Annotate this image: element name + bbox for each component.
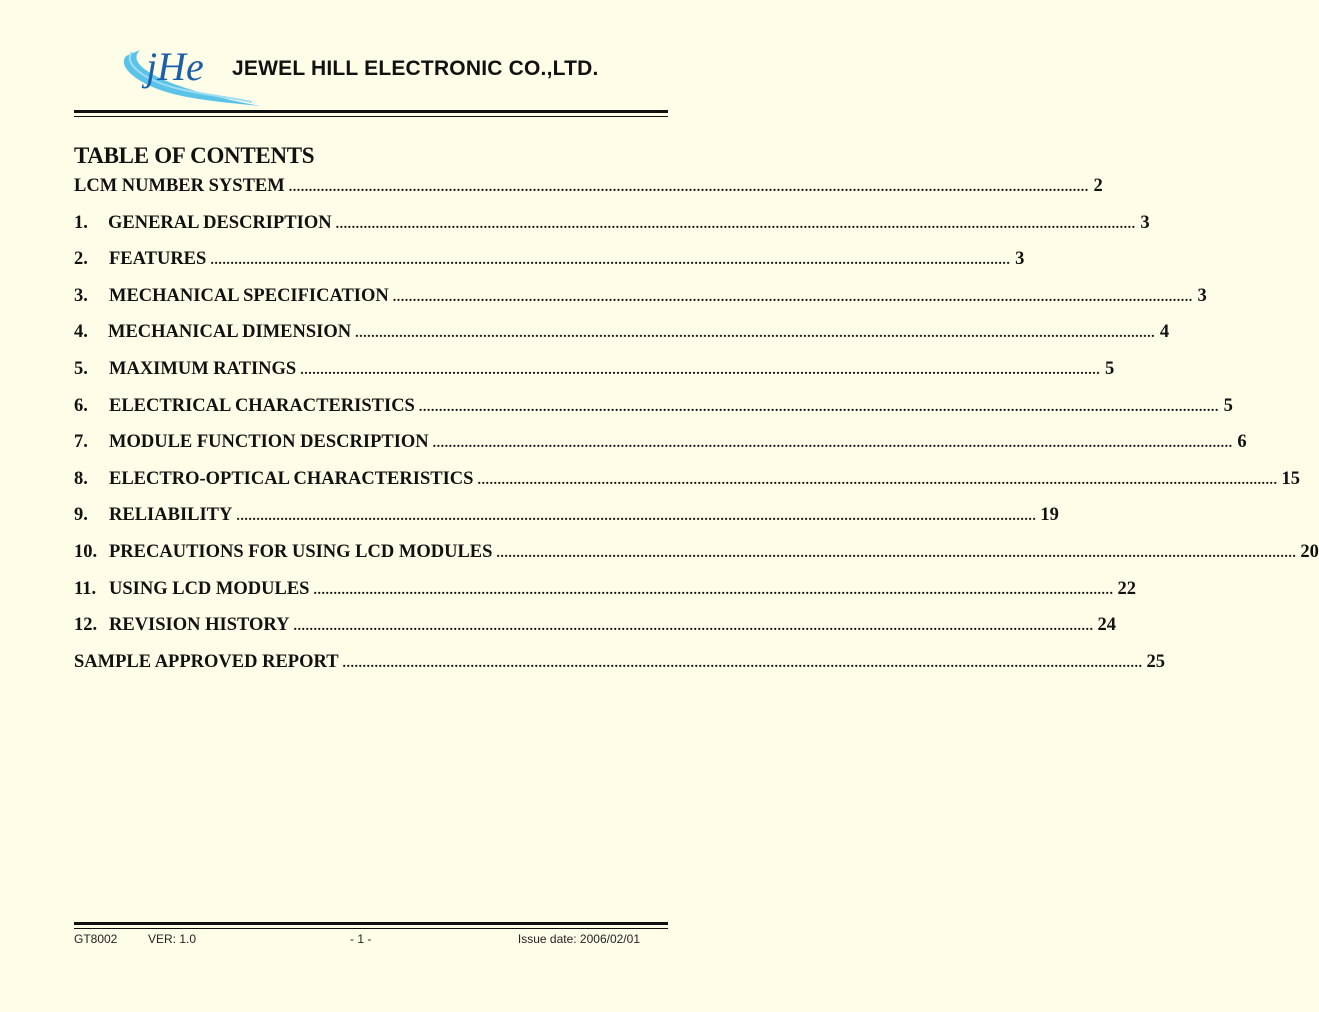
toc-entry-page: 4: [1159, 322, 1170, 343]
toc-entry-page: 22: [1117, 578, 1136, 599]
toc-leader-dots: ........................................................................................................................................................................................................: [496, 545, 1297, 561]
header-divider-thin: [74, 116, 668, 117]
toc-entry-page: 5: [1223, 395, 1233, 416]
toc-entry-label: ELECTRO-OPTICAL CHARACTERISTICS: [109, 468, 474, 489]
toc-entry-precautions[interactable]: [74, 541, 1319, 579]
toc-entry-number: 1.: [74, 212, 88, 233]
toc-leader-dots: ........................................................................................................................................................................................................: [432, 436, 1233, 452]
toc-leader-dots: ........................................................................................................................................................................................................: [293, 619, 1094, 635]
toc-leader-dots: ........................................................................................................................................................................................................: [477, 472, 1278, 488]
toc-entry-number: 6.: [74, 395, 88, 416]
toc-leader-dots: ........................................................................................................................................................................................................: [342, 655, 1143, 671]
toc-entry-number: 4.: [74, 322, 88, 343]
toc-entry-number: 8.: [74, 468, 88, 489]
toc-entry-page: 2: [1093, 176, 1103, 196]
toc-leader-dots: ........................................................................................................................................................................................................: [236, 509, 1037, 525]
toc-leader-dots: ........................................................................................................................................................................................................: [300, 362, 1101, 378]
toc-entry-label: MECHANICAL DIMENSION: [108, 322, 352, 343]
toc-entry-revision-history[interactable]: [74, 615, 1116, 652]
toc-entry-number: 5.: [74, 358, 88, 379]
toc-entry-number: 7.: [74, 432, 88, 453]
toc-entry-electrical-characteristics[interactable]: [74, 395, 1233, 433]
toc-leader-dots: ........................................................................................................................................................................................................: [392, 289, 1193, 305]
toc-entry-page: 5: [1104, 358, 1115, 379]
toc-entry-page: 6: [1237, 432, 1247, 453]
company-name: JEWEL HILL ELECTRONIC CO.,LTD.: [232, 57, 599, 80]
toc-entry-mechanical-specification[interactable]: [74, 285, 1207, 323]
header-divider: [74, 110, 668, 113]
toc-leader-dots: ........................................................................................................................................................................................................: [210, 253, 1011, 269]
footer-divider-thin: [74, 928, 668, 929]
toc-title: TABLE OF CONTENTS: [74, 143, 315, 168]
footer-divider: [74, 922, 668, 925]
toc-entry-number: 2.: [74, 249, 88, 270]
toc-entry-number: 10.: [74, 541, 98, 562]
toc-entry-module-function-description[interactable]: [74, 432, 1247, 469]
toc-entry-label: MAXIMUM RATINGS: [109, 358, 297, 379]
toc-leader-dots: ........................................................................................................................................................................................................: [418, 399, 1219, 415]
toc-entry-label: USING LCD MODULES: [109, 578, 310, 599]
toc-entry-maximum-ratings[interactable]: [74, 358, 1115, 396]
logo-text: jHe: [146, 44, 204, 89]
table-of-contents: [74, 176, 1319, 688]
toc-entry-label: REVISION HISTORY: [109, 615, 290, 636]
footer-page-number: - 1 -: [350, 932, 372, 946]
toc-entry-features[interactable]: [74, 249, 1025, 286]
toc-entry-number: 11.: [74, 578, 97, 599]
toc-entry-using-lcd-modules[interactable]: [74, 578, 1136, 616]
toc-entry-page: 3: [1140, 212, 1150, 233]
toc-entry-number: 12.: [74, 615, 98, 636]
toc-entry-page: 25: [1146, 651, 1166, 672]
toc-entry-number: 3.: [74, 285, 88, 306]
toc-entry-label: SAMPLE APPROVED REPORT: [74, 651, 339, 672]
toc-entry-label: MODULE FUNCTION DESCRIPTION: [109, 432, 429, 453]
toc-entry-mechanical-dimension[interactable]: [74, 322, 1170, 359]
toc-entry-label: RELIABILITY: [109, 505, 233, 526]
toc-entry-page: 19: [1040, 505, 1059, 526]
footer-version: VER: 1.0: [148, 932, 197, 946]
toc-entry-lcm-number-system[interactable]: [74, 176, 1103, 213]
footer-issue-date: Issue date: 2006/02/01: [517, 932, 640, 946]
toc-entry-number: 9.: [74, 505, 88, 526]
toc-entry-sample-approved-report[interactable]: [74, 651, 1166, 689]
toc-entry-label: MECHANICAL SPECIFICATION: [109, 285, 389, 306]
toc-entry-label: GENERAL DESCRIPTION: [108, 212, 332, 233]
toc-entry-page: 3: [1015, 249, 1025, 270]
toc-entry-page: 3: [1197, 285, 1207, 306]
toc-leader-dots: ........................................................................................................................................................................................................: [313, 582, 1114, 598]
toc-leader-dots: ........................................................................................................................................................................................................: [288, 180, 1089, 195]
toc-entry-label: ELECTRICAL CHARACTERISTICS: [109, 395, 415, 416]
toc-entry-page: 24: [1097, 615, 1116, 636]
toc-entry-electro-optical-characteristics[interactable]: [74, 468, 1300, 506]
toc-entry-general-description[interactable]: [74, 212, 1150, 250]
footer-model-number: GT8002: [74, 932, 118, 946]
toc-entry-label: PRECAUTIONS FOR USING LCD MODULES: [109, 541, 493, 562]
toc-leader-dots: ........................................................................................................................................................................................................: [355, 326, 1156, 342]
toc-entry-page: 20: [1300, 541, 1319, 562]
toc-entry-page: 15: [1281, 468, 1300, 489]
toc-entry-reliability[interactable]: [74, 505, 1059, 542]
toc-leader-dots: ........................................................................................................................................................................................................: [335, 216, 1136, 232]
toc-entry-label: LCM NUMBER SYSTEM: [74, 176, 285, 196]
toc-entry-label: FEATURES: [109, 249, 207, 270]
